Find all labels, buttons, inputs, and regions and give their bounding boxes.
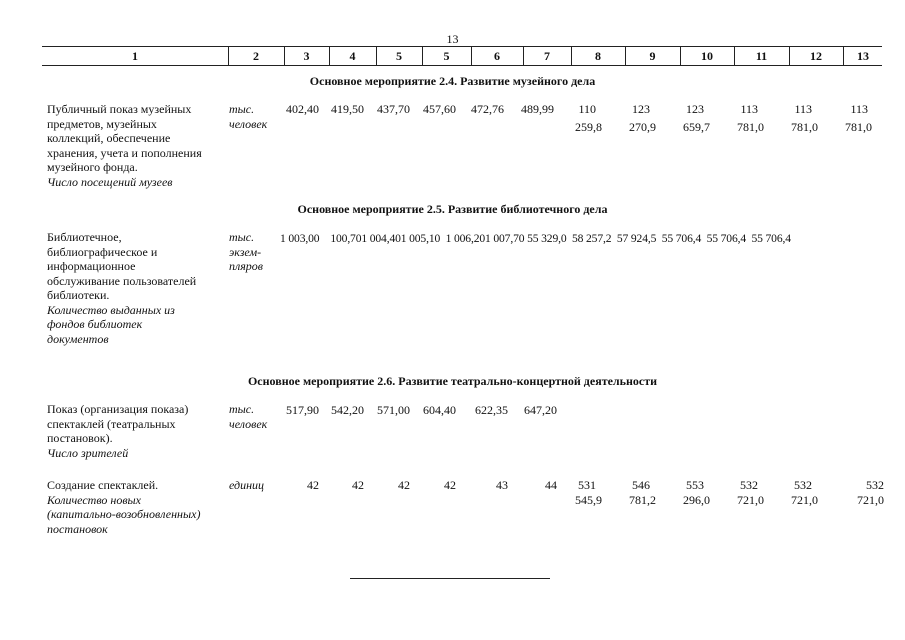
- page-number: 13: [446, 32, 459, 46]
- value-cell: 42: [307, 478, 319, 492]
- value-cell: 532: [740, 478, 758, 492]
- label-line: предметов, музейных: [47, 116, 157, 131]
- indicator-line: документов: [47, 331, 109, 346]
- unit-cell: [229, 478, 279, 493]
- value-cell: 42: [352, 478, 364, 492]
- section-title: Основное мероприятие 2.4. Развитие музейного дела: [309, 74, 596, 88]
- unit-line: человек: [229, 416, 268, 431]
- header-cell: 12: [810, 49, 822, 63]
- value-cell: 721,0: [857, 493, 884, 507]
- section-title: Основное мероприятие 2.5. Развитие библиотечного дела: [297, 202, 608, 216]
- unit-cell: [229, 230, 279, 274]
- label-line: коллекций, обеспечение: [47, 131, 171, 145]
- row-description: [47, 402, 227, 460]
- label-line: музейного фонда.: [47, 160, 138, 174]
- indicator-line: фондов библиотек: [47, 317, 143, 331]
- indicator-line: Число зрителей: [47, 445, 129, 460]
- indicator-line: Количество выданных из: [47, 302, 175, 317]
- unit-line: единиц: [229, 478, 265, 492]
- row-description: [47, 478, 227, 536]
- indicator-line: Число посещений музеев: [47, 174, 173, 189]
- value-cell: 44: [545, 478, 557, 492]
- label-line: постановок).: [47, 431, 113, 445]
- value-cell: 489,99: [521, 102, 554, 116]
- value-cell: 123: [686, 102, 704, 116]
- label-line: Публичный показ музейных: [47, 102, 192, 116]
- header-cell: 7: [544, 49, 550, 63]
- header-cell: 11: [755, 49, 768, 63]
- value-cell: 437,70: [377, 102, 410, 116]
- unit-cell: [229, 102, 279, 131]
- header-cell: 3: [303, 49, 310, 63]
- value-cell: 721,0: [791, 493, 818, 507]
- value-cell: 123: [632, 102, 650, 116]
- value-cell: 781,0: [845, 120, 872, 134]
- value-cell: 517,90: [286, 403, 319, 417]
- value-cell: 270,9: [629, 120, 656, 134]
- value-cell: 721,0: [737, 493, 764, 507]
- value-cell: 622,35: [475, 403, 508, 417]
- value-cell: 542,20: [331, 403, 364, 417]
- unit-line: тыс.: [229, 402, 255, 416]
- indicator-line: Количество новых: [47, 492, 141, 507]
- indicator-line: (капитально-возобновленных): [47, 507, 201, 521]
- value-cell: 571,00: [377, 403, 410, 417]
- label-line: Создание спектаклей.: [47, 478, 159, 492]
- value-cell: 532: [794, 478, 812, 492]
- value-cell: 113: [740, 102, 758, 116]
- header-cell: 4: [349, 49, 356, 63]
- value-cell: 113: [794, 102, 812, 116]
- value-cell: 42: [444, 478, 456, 492]
- header-cell: 5: [443, 49, 450, 63]
- label-line: обслуживание пользователей: [47, 273, 197, 288]
- header-cell: 8: [595, 49, 601, 63]
- value-cell: 402,40: [286, 102, 319, 116]
- label-line: библиографическое и: [47, 244, 158, 259]
- header-cell: 2: [253, 49, 259, 63]
- value-cell: 113: [850, 102, 868, 116]
- value-cell: 259,8: [575, 120, 602, 134]
- unit-line: тыс.: [229, 102, 255, 116]
- value-cell: 419,50: [331, 102, 364, 116]
- value-cell: 472,76: [471, 102, 504, 116]
- footer-divider: [350, 578, 550, 579]
- value-cell: 659,7: [683, 120, 710, 134]
- unit-line: тыс.: [229, 230, 255, 244]
- header-cell: 1: [132, 49, 138, 63]
- row-description: [47, 102, 227, 189]
- label-line: Показ (организация показа): [47, 402, 189, 416]
- label-line: Библиотечное,: [47, 230, 122, 244]
- header-cell: 6: [494, 49, 500, 63]
- header-bottom-border: [42, 65, 882, 66]
- label-line: информационное: [47, 259, 136, 273]
- header-cell: 9: [649, 49, 656, 63]
- value-cell: 604,40: [423, 403, 456, 417]
- value-cell: 781,0: [737, 120, 764, 134]
- value-cell: 42: [398, 478, 410, 492]
- value-cell: 545,9: [575, 493, 602, 507]
- label-line: библиотеки.: [47, 288, 110, 302]
- value-cell: 553: [686, 478, 704, 492]
- value-cell: 531: [578, 478, 596, 492]
- value-cell: 457,60: [423, 102, 456, 116]
- value-cell: 532: [866, 478, 884, 492]
- value-cell: 546: [632, 478, 650, 492]
- header-cell: 5: [396, 49, 402, 63]
- value-row: 1 003,00 100,701 004,401 005,10 1 006,201 007,70 55 329,0 58 257,2 57 924,5 55 706,4 55 706,4 55 706,4: [280, 232, 791, 245]
- indicator-line: постановок: [47, 521, 108, 536]
- value-cell: 781,2: [629, 493, 656, 507]
- value-cell: 781,0: [791, 120, 818, 134]
- header-cell: 10: [701, 49, 713, 63]
- value-cell: 43: [496, 478, 508, 492]
- row-description: [47, 230, 227, 346]
- label-line: спектаклей (театральных: [47, 416, 176, 431]
- value-cell: 647,20: [524, 403, 557, 417]
- unit-cell: [229, 402, 279, 431]
- unit-line: человек: [229, 116, 268, 131]
- unit-line: пляров: [229, 259, 264, 273]
- value-cell: 296,0: [683, 493, 710, 507]
- section-title: Основное мероприятие 2.6. Развитие театрально-концертной деятельности: [247, 374, 658, 388]
- label-line: хранения, учета и пополнения: [47, 145, 202, 160]
- value-cell: 110: [578, 102, 596, 116]
- unit-line: экзем-: [229, 244, 262, 259]
- header-cell: 13: [857, 49, 869, 63]
